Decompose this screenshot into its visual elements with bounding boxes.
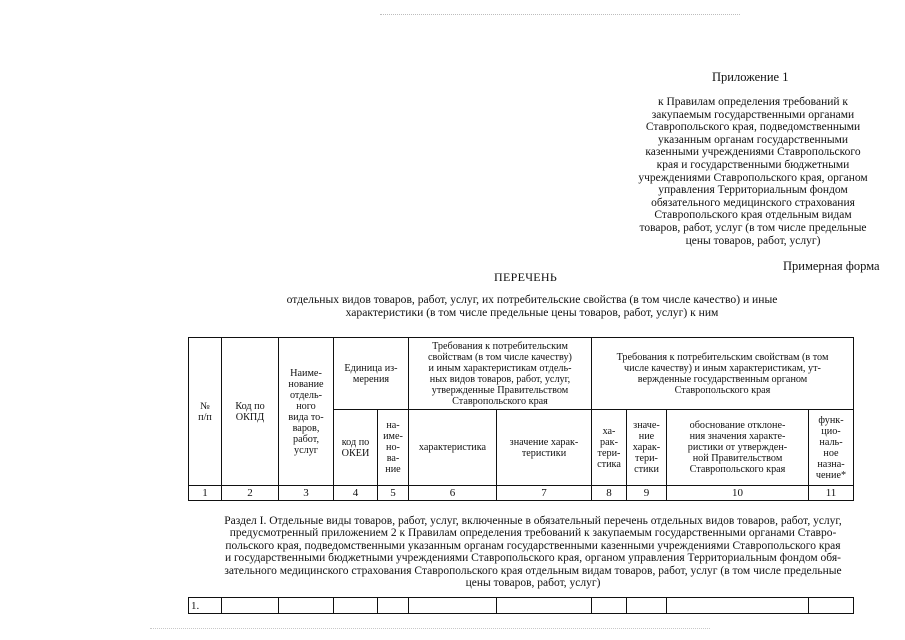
table-cell: [222, 598, 279, 614]
column-number: 9: [627, 486, 667, 501]
table-cell: [378, 598, 409, 614]
column-number-row: [189, 486, 854, 501]
column-number: 10: [667, 486, 809, 501]
column-number: 7: [497, 486, 592, 501]
appendix-reference: к Правилам определения требований к закупаемым государственными органами Ставропольского края, подведомственными указанным органам государственными казенными учреждениями Ставропольского края и государственными бюджетными учреждениями Ставропольского края, органом управления Территориальным фондом обязательного медицинского страхования Ставропольского края отдельным видам товаров, работ, услуг (в том числе предельные цены товаров, работ, услуг): [638, 96, 868, 247]
header-item-name: Наиме- нование отдель- ного вида то- варов, работ, услуг: [279, 338, 334, 486]
scan-artifact-bottom: [150, 628, 710, 630]
column-number: 5: [378, 486, 409, 501]
column-number: 6: [409, 486, 497, 501]
row-number: 1.: [189, 598, 222, 614]
sample-form-label: Примерная форма: [783, 259, 880, 273]
table-cell: [409, 598, 497, 614]
header-agency-characteristic: ха- рак- тери- стика: [592, 410, 627, 486]
header-approved-value: значение харак- теристики: [497, 410, 592, 486]
header-okpd: Код по ОКПД: [222, 338, 279, 486]
list-title: ПЕРЕЧЕНЬ: [494, 270, 558, 284]
column-number: 11: [809, 486, 854, 501]
header-approved-characteristic: характеристика: [409, 410, 497, 486]
section-table: [188, 597, 854, 614]
column-number: 2: [222, 486, 279, 501]
table-cell: [592, 598, 627, 614]
column-number: 8: [592, 486, 627, 501]
column-number: 4: [334, 486, 378, 501]
section-heading: Раздел I. Отдельные виды товаров, работ, услуг, включенные в обязательный перечень отдельных видов товаров, работ, услуг, предусмотренный приложением 2 к Правилам определения требований к закупаемым государственными органами Ставро- польского края, подведомственными указанным органам государственными казенными учреждениями Ставропольского края и государственными бюджетными учреждениями Ставропольского края, органом управления Территориальным фондом обя- зательного медицинского страхования Ставропольского края отдельным видам товаров, работ, услуг (в том числе предельные цены товаров, работ, услуг): [224, 515, 842, 590]
appendix-title: Приложение 1: [712, 70, 789, 84]
table-cell: [809, 598, 854, 614]
header-agency-value: значе- ние харак- тери- стики: [627, 410, 667, 486]
column-number: 3: [279, 486, 334, 501]
list-subtitle: отдельных видов товаров, работ, услуг, их потребительские свойства (в том числе качество) и иные характеристики (в том числе предельные цены товаров, работ, услуг) к ним: [286, 293, 778, 319]
header-agency-group: Требования к потребительским свойствам (в том числе качеству) и иным характеристикам, ут- вержденные государственным органом Ставропольского края: [592, 338, 854, 410]
header-agency-purpose: функ- цио- наль- ное назна- чение*: [809, 410, 854, 486]
table-cell: [279, 598, 334, 614]
table-cell: [627, 598, 667, 614]
header-unit-group: Единица из- мерения: [334, 338, 409, 410]
header-agency-reason: обоснование отклоне- ния значения характе- ристики от утвержден- ной Правительством Ставропольского края: [667, 410, 809, 486]
header-number: № п/п: [189, 338, 222, 486]
header-approved-group: Требования к потребительским свойствам (в том числе качеству) и иным характеристикам отдель- ных видов товаров, работ, услуг, утвержденные Правительством Ставропольского края: [409, 338, 592, 410]
requirements-table: [188, 337, 854, 501]
column-number: 1: [189, 486, 222, 501]
table-cell: [497, 598, 592, 614]
header-unit-name: на- име- но- ва- ние: [378, 410, 409, 486]
scan-artifact-top: [380, 14, 740, 16]
table-row: [189, 598, 854, 614]
table-cell: [667, 598, 809, 614]
header-unit-code: код по ОКЕИ: [334, 410, 378, 486]
table-cell: [334, 598, 378, 614]
